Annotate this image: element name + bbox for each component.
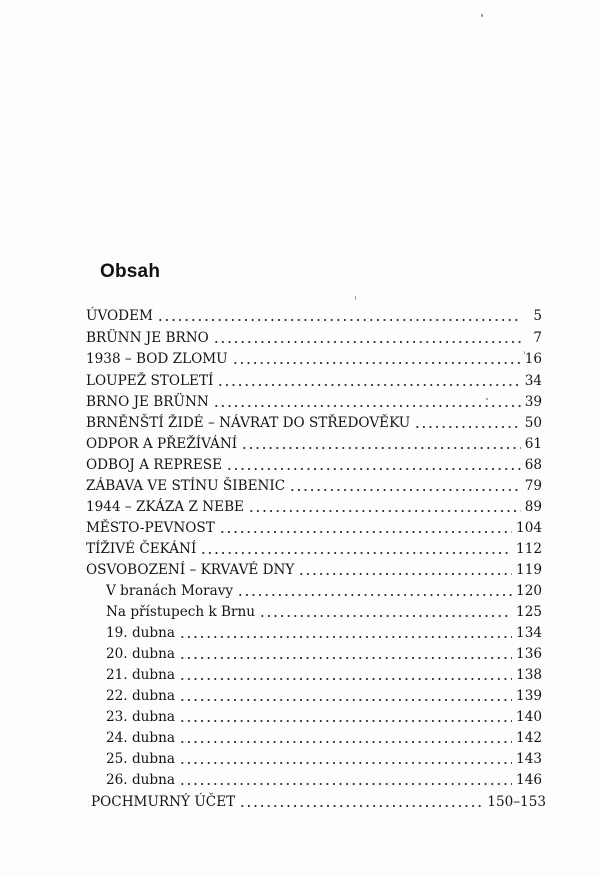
scan-speck [481, 14, 483, 17]
dot-leader [226, 467, 521, 471]
toc-entry-title: BRNO JE BRÜNN [86, 394, 209, 410]
dot-leader [179, 740, 512, 744]
toc-entry-page: 146 [516, 772, 542, 788]
toc-entry-title: 25. dubna [106, 751, 175, 767]
toc-entry-page: 142 [516, 730, 542, 746]
toc-entry-title: V branách Moravy [106, 583, 234, 599]
toc-entry-page: 120 [516, 583, 542, 599]
toc-entry [86, 455, 542, 475]
toc-entry-title: TÍŽIVÉ ČEKÁNÍ [86, 541, 197, 557]
scan-speck [355, 296, 356, 300]
dot-leader [248, 509, 521, 513]
dot-leader [179, 677, 512, 681]
toc-entry-page: 39 [524, 394, 542, 410]
toc-entry-page: 79 [524, 478, 542, 494]
dot-leader [237, 593, 512, 597]
toc-entry-title: ODBOJ A REPRESE [86, 457, 223, 473]
dot-leader [179, 635, 512, 639]
toc-entry-title: 1944 – ZKÁZA Z NEBE [86, 499, 244, 515]
toc-entry-title: 23. dubna [106, 709, 175, 725]
toc-entry-title: 20. dubna [106, 646, 175, 662]
toc-entry-page: 134 [516, 625, 542, 641]
toc-entry-title: ÚVODEM [86, 308, 153, 324]
toc-entry [86, 518, 542, 538]
toc-entry [86, 476, 542, 496]
toc-entry-title: POCHMURNÝ ÚČET [91, 794, 236, 810]
toc-subentry [106, 707, 542, 727]
dot-leader [179, 656, 512, 660]
toc-entry-title: MĚSTO-PEVNOST [86, 520, 215, 536]
toc-subentry [106, 686, 542, 706]
toc-subentry [106, 602, 542, 622]
dot-leader [241, 446, 521, 450]
dot-leader [179, 719, 512, 723]
dot-leader [179, 761, 512, 765]
toc-entry [86, 392, 542, 412]
toc-entry-title: ZÁBAVA VE STÍNU ŠIBENIC [86, 478, 286, 494]
toc-entry-page: 7 [533, 330, 542, 346]
dot-leader [213, 340, 522, 344]
toc-entry-title: OSVOBOZENÍ – KRVAVÉ DNY [86, 562, 295, 578]
toc-entry-title: BRÜNN JE BRNO [86, 330, 209, 346]
toc-entry-title: 1938 – BOD ZLOMU [86, 351, 228, 367]
scan-speck [524, 351, 525, 354]
toc-entry-title: 26. dubna [106, 772, 175, 788]
dot-leader [179, 782, 512, 786]
toc-entry-page: 50 [524, 415, 542, 431]
toc-entry-page: 143 [516, 751, 542, 767]
toc-entry-page: 112 [516, 541, 542, 557]
toc-entry [86, 306, 542, 326]
toc-entry-page: 68 [524, 457, 542, 473]
toc-entry-title: Na přístupech k Brnu [106, 604, 256, 620]
toc-entry-title: ODPOR A PŘEŽÍVÁNÍ [86, 436, 238, 452]
toc-entry [86, 560, 542, 580]
scan-speck [486, 398, 488, 400]
dot-leader [232, 361, 521, 365]
toc-entry-page: 104 [516, 520, 542, 536]
toc-entry-page: 5 [533, 308, 542, 324]
toc-entry [91, 792, 546, 812]
toc-entry-page: 34 [524, 373, 542, 389]
dot-leader [219, 530, 512, 534]
dot-leader [414, 425, 520, 429]
toc-subentry [106, 623, 542, 643]
dot-leader [179, 698, 512, 702]
toc-entry-page: 16 [524, 351, 542, 367]
toc-entry-title: LOUPEŽ STOLETÍ [86, 373, 214, 389]
toc-entry [86, 371, 542, 391]
toc-entry-title: 21. dubna [106, 667, 175, 683]
toc-entry-page: 136 [516, 646, 542, 662]
toc-subentry [106, 581, 542, 601]
toc-entry-page: 125 [516, 604, 542, 620]
dot-leader [259, 614, 512, 618]
toc-entry-page: 138 [516, 667, 542, 683]
toc-subentry [106, 728, 542, 748]
toc-subentry [106, 644, 542, 664]
dot-leader [289, 488, 521, 492]
toc-entry-page: 139 [516, 688, 542, 704]
toc-entry [86, 434, 542, 454]
toc-entry [86, 328, 542, 348]
dot-leader [217, 383, 520, 387]
toc-entry [86, 349, 542, 369]
dot-leader [200, 551, 512, 555]
toc-entry-title: BRNĚNŠTÍ ŽIDÉ – NÁVRAT DO STŘEDOVĚKU [86, 415, 411, 431]
dot-leader [298, 572, 512, 576]
toc-entry [86, 497, 542, 517]
toc-entry [86, 539, 542, 559]
toc-entry-page: 61 [524, 436, 542, 452]
toc-entry-page: 150–153 [487, 794, 546, 810]
toc-subentry [106, 749, 542, 769]
toc-entry-title: 24. dubna [106, 730, 175, 746]
toc-heading: Obsah [100, 261, 161, 282]
dot-leader [157, 318, 522, 322]
dot-leader [213, 404, 521, 408]
toc-subentry [106, 770, 542, 790]
toc-entry [86, 413, 542, 433]
toc-entry-page: 140 [516, 709, 542, 725]
dot-leader [239, 804, 483, 808]
toc-entry-title: 22. dubna [106, 688, 175, 704]
toc-entry-page: 89 [524, 499, 542, 515]
toc-entry-page: 119 [516, 562, 542, 578]
toc-subentry [106, 665, 542, 685]
toc-entry-title: 19. dubna [106, 625, 175, 641]
